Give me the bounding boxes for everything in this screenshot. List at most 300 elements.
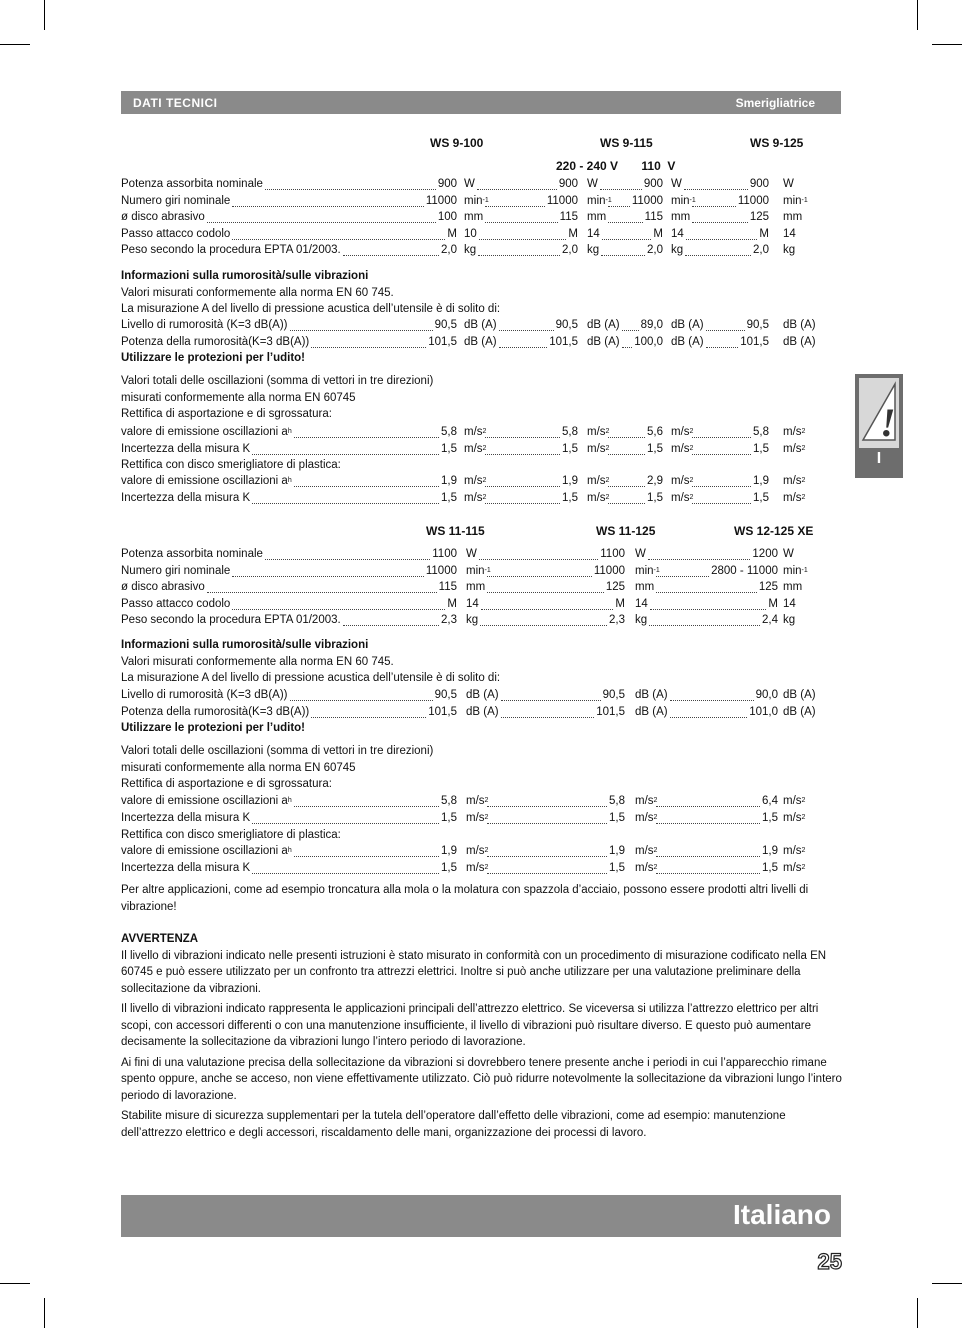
cell-value: 1,5 — [762, 861, 778, 874]
cell-unit: kg — [635, 614, 648, 626]
cell-unit: W — [783, 548, 794, 560]
cell-unit: 14 — [783, 227, 796, 240]
cell-value: 100 — [437, 211, 457, 223]
cell-unit: m/s 2 — [635, 845, 658, 857]
dot-leader — [608, 426, 645, 438]
dot-leader — [311, 706, 426, 718]
cell-unit: dB (A) — [783, 689, 816, 701]
cell-value: 125 — [749, 211, 769, 223]
cell-unit: kg — [783, 244, 796, 256]
cell-unit: W — [464, 178, 475, 190]
table-row — [121, 334, 821, 351]
cell-value: 1,5 — [441, 442, 457, 455]
dot-leader — [670, 689, 754, 701]
cell-value: 1,9 — [753, 475, 769, 487]
cell-unit: mm — [464, 211, 484, 223]
dot-leader — [600, 178, 642, 190]
dot-leader — [656, 795, 760, 807]
cell-unit: m/s 2 — [466, 861, 489, 874]
table-row — [121, 704, 821, 721]
dot-leader — [649, 614, 760, 626]
cell-unit: min -1 — [464, 194, 489, 207]
table-row — [121, 579, 821, 596]
cell-unit: m/s 2 — [635, 811, 658, 824]
text-line: Rettifica con disco smerigliatore di plastica: — [121, 829, 341, 841]
row-label: ø disco abrasivo — [121, 581, 205, 593]
cell-value: 5,8 — [441, 795, 457, 807]
cell-value: 2800 - 11000 — [711, 564, 778, 577]
dot-leader — [232, 598, 445, 610]
cell-unit: m/s 2 — [466, 795, 489, 807]
cell-value: 2,0 — [753, 244, 769, 256]
text-line: misurati conformemente alla norma EN 60745 — [121, 391, 356, 404]
cell-value: 11000 — [593, 564, 625, 577]
crop-mark — [932, 1283, 962, 1284]
protect-block — [121, 720, 821, 737]
cell-unit: m/s 2 — [587, 491, 610, 504]
row-label: Incertezza della misura K — [121, 491, 251, 504]
row-label: Potenza della rumorosità(K=3 dB(A)) — [121, 705, 310, 718]
dot-leader — [706, 336, 739, 348]
cell-value: 1,9 — [762, 845, 778, 857]
cell-value: 2,9 — [647, 475, 663, 487]
model-heading: WS 9-125 — [750, 136, 804, 150]
dot-leader — [343, 244, 439, 256]
cell-unit: min -1 — [587, 194, 612, 207]
vib-table — [121, 424, 821, 457]
cell-value: 11000 — [425, 564, 457, 577]
dot-leader — [294, 426, 439, 438]
language-label: Italiano — [732, 1199, 831, 1230]
dot-leader — [601, 244, 645, 256]
cell-unit: min -1 — [671, 194, 696, 207]
cell-value: 1,5 — [753, 442, 769, 455]
cell-value: 1100 — [432, 548, 457, 560]
table-row — [121, 563, 821, 580]
dot-leader — [602, 228, 652, 240]
dot-leader — [501, 706, 595, 718]
cell-value: 101,5 — [428, 335, 457, 348]
cell-unit: min -1 — [783, 564, 808, 577]
cell-unit: W — [466, 548, 477, 560]
table-row — [121, 546, 821, 563]
row-label: Livello di rumorosità (K=3 dB(A)) — [121, 689, 288, 701]
dot-leader — [311, 336, 426, 348]
table-row — [121, 424, 821, 441]
dot-leader — [487, 845, 607, 857]
cell-value: 1,5 — [753, 491, 769, 504]
table-row — [121, 193, 821, 210]
cell-value: 101,5 — [596, 705, 625, 718]
cell-value: 6,4 — [762, 795, 778, 807]
cell-unit: kg — [671, 244, 684, 256]
cell-unit: dB (A) — [635, 705, 668, 718]
dot-leader — [692, 195, 736, 207]
dot-leader — [692, 475, 751, 487]
cell-unit: dB (A) — [671, 319, 704, 331]
dot-leader — [290, 689, 433, 701]
model-heading: WS 11-125 — [596, 524, 656, 538]
cell-unit: min -1 — [635, 564, 660, 577]
cell-unit: m/s 2 — [671, 442, 694, 455]
cell-unit: m/s 2 — [464, 491, 487, 504]
dot-leader — [656, 845, 760, 857]
cell-unit: m/s 2 — [635, 795, 658, 807]
row-label: Incertezza della misura K — [121, 442, 251, 455]
cell-value: 1,5 — [762, 811, 778, 824]
footer-bar — [121, 1195, 841, 1237]
text-line: Valori totali delle oscillazioni (somma di vettori in tre direzioni) — [121, 745, 434, 757]
dot-leader — [478, 244, 560, 256]
table-row — [121, 810, 821, 827]
spec-table — [121, 546, 821, 629]
text-line: misurati conformemente alla norma EN 60745 — [121, 761, 356, 774]
cell-unit: 14 — [783, 597, 796, 610]
row-label: valore di emissione oscillazioni ah — [121, 475, 292, 487]
dot-leader — [479, 228, 567, 240]
cell-unit: dB (A) — [783, 319, 816, 331]
cell-value: 2,3 — [609, 614, 625, 626]
cell-value: 5,8 — [753, 426, 769, 438]
cell-unit: m/s 2 — [464, 442, 487, 455]
noise-block — [121, 637, 821, 687]
table-row — [121, 176, 821, 193]
crop-mark — [44, 1298, 45, 1328]
dot-leader — [232, 565, 424, 577]
row-label: Livello di rumorosità (K=3 dB(A)) — [121, 319, 288, 331]
row-label: Peso secondo la procedura EPTA 01/2003. — [121, 244, 341, 256]
row-label: Potenza della rumorosità(K=3 dB(A)) — [121, 335, 310, 348]
cell-unit: dB (A) — [635, 689, 668, 701]
cell-value: 1,5 — [441, 861, 457, 874]
vib-block — [121, 827, 821, 844]
row-label: Potenza assorbita nominale — [121, 548, 263, 560]
row-label: valore di emissione oscillazioni ah — [121, 845, 292, 857]
cell-value: M — [653, 227, 663, 240]
crop-mark — [917, 0, 918, 30]
dot-leader — [487, 581, 604, 593]
cell-value: 125 — [758, 581, 778, 593]
dot-leader — [685, 244, 751, 256]
row-label: Potenza assorbita nominale — [121, 178, 263, 190]
cell-value: M — [447, 227, 457, 240]
cell-value: 900 — [437, 178, 457, 190]
protect-note: Utilizzare le protezioni per l’udito! — [121, 722, 306, 734]
dot-leader — [290, 319, 433, 331]
dot-leader — [692, 492, 751, 504]
table-row — [121, 473, 821, 490]
cell-value: 115 — [559, 211, 578, 223]
body-text — [121, 882, 843, 1145]
language-tab — [855, 374, 903, 478]
section-header — [121, 91, 841, 114]
crop-mark — [0, 44, 30, 45]
cell-value: 2,0 — [441, 244, 457, 256]
text-line: Rettifica di asportazione e di sgrossatura: — [121, 408, 332, 420]
cell-value: M — [447, 597, 457, 610]
cell-unit: 14 — [635, 597, 648, 610]
dot-leader — [499, 319, 554, 331]
dot-leader — [650, 598, 767, 610]
row-label: Passo attacco codolo — [121, 597, 231, 610]
crop-mark — [932, 44, 962, 45]
vib-table — [121, 793, 821, 826]
warning-icon — [859, 378, 899, 448]
cell-unit: m/s 2 — [587, 475, 610, 487]
cell-value: 1200 — [752, 548, 778, 560]
model-heading: WS 12-125 XE — [734, 524, 814, 538]
cell-value: 5,8 — [441, 426, 457, 438]
text-line: La misurazione A del livello di pressione acustica dell’utensile è di solito di: — [121, 303, 501, 315]
dot-leader — [706, 319, 745, 331]
table-row — [121, 209, 821, 226]
cell-unit: m/s 2 — [671, 491, 694, 504]
cell-value: 101,5 — [740, 335, 769, 348]
cell-unit: dB (A) — [671, 335, 704, 348]
row-label: Peso secondo la procedura EPTA 01/2003. — [121, 614, 341, 626]
cell-value: 5,8 — [562, 426, 578, 438]
page-number: 25 — [817, 1249, 842, 1274]
cell-value: 1,5 — [647, 491, 663, 504]
row-label: Incertezza della misura K — [121, 861, 251, 874]
cell-unit: m/s 2 — [466, 811, 489, 824]
table-row — [121, 317, 821, 334]
cell-value: 125 — [605, 581, 625, 593]
dot-leader — [265, 548, 430, 560]
dot-leader — [692, 211, 748, 223]
row-label: valore di emissione oscillazioni ah — [121, 426, 292, 438]
cell-value: 1100 — [600, 548, 625, 560]
dot-leader — [252, 443, 439, 455]
cell-unit: m/s 2 — [466, 845, 489, 857]
dot-leader — [692, 426, 751, 438]
cell-value: 2,0 — [562, 244, 578, 256]
cell-value: 1,5 — [441, 811, 457, 824]
cell-unit: dB (A) — [464, 319, 497, 331]
cell-unit: m/s 2 — [783, 426, 806, 438]
dot-leader — [485, 426, 560, 438]
cell-value: 1,5 — [441, 491, 457, 504]
voltage-heading: 220 - 240 V 110 V — [556, 159, 676, 173]
cell-unit: kg — [587, 244, 600, 256]
text-line: Valori misurati conformemente alla norma EN 60 745. — [121, 286, 394, 299]
cell-unit: min -1 — [466, 564, 491, 577]
dot-leader — [656, 581, 757, 593]
cell-value: M — [768, 597, 778, 610]
dot-leader — [608, 443, 645, 455]
noise-table — [121, 317, 821, 350]
row-label: ø disco abrasivo — [121, 211, 205, 223]
cell-value: 90,5 — [555, 319, 578, 331]
dot-leader — [485, 492, 560, 504]
table-row — [121, 860, 821, 877]
cell-unit: W — [671, 178, 682, 190]
cell-value: 90,0 — [755, 689, 778, 701]
dot-leader — [294, 475, 439, 487]
dot-leader — [207, 581, 437, 593]
cell-value: M — [615, 597, 625, 610]
cell-unit: 14 — [671, 227, 684, 240]
dot-leader — [207, 211, 436, 223]
section-title: DATI TECNICI — [133, 96, 218, 110]
paragraph: Il livello di vibrazioni indicato nelle presenti istruzioni è stato misurato in conformità con un procedimento di misurazione codificato nella EN 60745 e può essere utilizzato per un confronto tra attrezzi elettrici. Inoltre si può anche utilizzare per una valutazione preliminare della sollecitazione da vibrazioni. — [121, 949, 827, 995]
cell-value: 90,5 — [434, 319, 457, 331]
text-line: Rettifica di asportazione e di sgrossatura: — [121, 778, 332, 790]
vib-block — [121, 457, 821, 474]
cell-unit: m/s 2 — [635, 861, 658, 874]
row-label: Incertezza della misura K — [121, 811, 251, 824]
paragraph: Ai fini di una valutazione precisa della sollecitazione da vibrazioni si dovrebbero tenere presente anche i periodi in cui l’apparecchio rimane spento oppure, anche se acceso, non viene effettivamente utilizzato. Ciò può ridurre notevolmente la sollecitazione da vibrazioni lungo l’intero periodo di lavorazione. — [121, 1056, 842, 1102]
crop-mark — [0, 1283, 30, 1284]
cell-unit: mm — [635, 581, 655, 593]
cell-value: 115 — [644, 211, 663, 223]
dot-leader — [648, 548, 751, 560]
table-row — [121, 596, 821, 613]
language-letter: I — [876, 450, 882, 467]
vib-table — [121, 473, 821, 506]
text-line: La misurazione A del livello di pressione acustica dell’utensile è di solito di: — [121, 672, 501, 684]
cell-value: 101,5 — [428, 705, 457, 718]
crop-mark — [917, 1298, 918, 1328]
cell-unit: m/s 2 — [587, 426, 610, 438]
paragraph: Per altre applicazioni, come ad esempio troncatura alla mola o la molatura con spazzola d’acciaio, possono essere prodotti altri livelli di vibrazione! — [121, 884, 809, 913]
cell-unit: mm — [466, 581, 486, 593]
text-line: Valori totali delle oscillazioni (somma di vettori in tre direzioni) — [121, 375, 434, 387]
cell-value: 2,3 — [441, 614, 457, 626]
dot-leader — [477, 178, 557, 190]
noise-title: Informazioni sulla rumorosità/sulle vibrazioni — [121, 270, 369, 282]
cell-value: 11000 — [546, 194, 578, 207]
cell-unit: mm — [587, 211, 607, 223]
cell-unit: m/s 2 — [783, 861, 806, 874]
dot-leader — [294, 795, 439, 807]
dot-leader — [343, 614, 439, 626]
text-line: Valori misurati conformemente alla norma EN 60 745. — [121, 655, 394, 668]
cell-value: 1,9 — [441, 475, 457, 487]
model-heading: WS 9-100 — [430, 136, 484, 150]
cell-unit: kg — [783, 614, 796, 626]
noise-title: Informazioni sulla rumorosità/sulle vibrazioni — [121, 639, 369, 651]
cell-value: 900 — [643, 178, 663, 190]
cell-unit: 10 — [464, 227, 477, 240]
svg-text:!: ! — [880, 400, 896, 445]
cell-unit: m/s 2 — [464, 475, 487, 487]
dot-leader — [480, 614, 607, 626]
text-line: Rettifica con disco smerigliatore di plastica: — [121, 459, 341, 471]
cell-unit: m/s 2 — [783, 811, 806, 824]
cell-value: 1,5 — [562, 442, 578, 455]
table-row — [121, 612, 821, 629]
protect-note: Utilizzare le protezioni per l’udito! — [121, 352, 306, 364]
dot-leader — [608, 492, 645, 504]
cell-value: 1,5 — [647, 442, 663, 455]
paragraph: Il livello di vibrazioni indicato rappresenta le applicazioni principali dell’attrezzo elettrico. Se viceversa si utilizza l’attrezzo elettrico per altri scopi, con accessori differenti o con una manutenzione insufficiente, il livello di vibrazioni può risultare diverso. E questo può aumentare decisamente la sollecitazione da vibrazioni lungo l’intero periodo di lavorazione. — [121, 1003, 819, 1048]
cell-unit: m/s 2 — [587, 442, 610, 455]
row-label: Numero giri nominale — [121, 564, 231, 577]
table-row — [121, 793, 821, 810]
cell-value: 2,0 — [647, 244, 663, 256]
cell-value: 90,5 — [746, 319, 769, 331]
cell-unit: W — [635, 548, 646, 560]
cell-value: 101,5 — [549, 335, 578, 348]
cell-value: 1,9 — [609, 845, 625, 857]
dot-leader — [252, 862, 439, 874]
paragraph: Stabilite misure di sicurezza supplementari per la tutela dell’operatore dall’effetto delle vibrazioni, come ad esempio: manutenzione dell’attrezzo elettrico e degli accessori, riscaldamento delle mani, organizzazione dei processi di lavoro. — [121, 1110, 786, 1139]
dot-leader — [501, 689, 601, 701]
cell-unit: dB (A) — [587, 319, 620, 331]
row-label: valore di emissione oscillazioni ah — [121, 795, 292, 807]
dot-leader — [487, 795, 607, 807]
dot-leader — [656, 812, 760, 824]
row-label: Passo attacco codolo — [121, 227, 231, 240]
cell-value: 900 — [749, 178, 769, 190]
cell-value: M — [759, 227, 769, 240]
cell-unit: dB (A) — [783, 335, 816, 348]
cell-unit: m/s 2 — [783, 475, 806, 487]
dot-leader — [479, 548, 598, 560]
cell-unit: 14 — [466, 597, 479, 610]
cell-value: 5,6 — [647, 426, 663, 438]
dot-leader — [686, 228, 758, 240]
dot-leader — [487, 862, 607, 874]
cell-value: 11000 — [737, 194, 769, 207]
vib-block — [121, 743, 821, 793]
cell-value: 90,5 — [434, 689, 457, 701]
cell-unit: dB (A) — [466, 689, 499, 701]
cell-value: 1,9 — [441, 845, 457, 857]
cell-unit: W — [587, 178, 598, 190]
model-heading: WS 9-115 — [600, 136, 653, 150]
cell-unit: dB (A) — [783, 705, 816, 718]
cell-value: 115 — [438, 581, 457, 593]
cell-unit: m/s 2 — [783, 442, 806, 455]
cell-value: 2,4 — [762, 614, 778, 626]
table-row — [121, 226, 821, 243]
cell-unit: m/s 2 — [671, 426, 694, 438]
dot-leader — [485, 211, 557, 223]
cell-value: 1,5 — [609, 861, 625, 874]
dot-leader — [499, 336, 548, 348]
cell-unit: m/s 2 — [783, 491, 806, 504]
table-row — [121, 242, 821, 259]
cell-unit: mm — [783, 211, 803, 223]
dot-leader — [487, 812, 607, 824]
table-row — [121, 490, 821, 507]
cell-unit: mm — [783, 581, 803, 593]
dot-leader — [608, 211, 642, 223]
vib-table — [121, 843, 821, 876]
cell-value: 11000 — [425, 194, 457, 207]
dot-leader — [485, 195, 545, 207]
cell-unit: m/s 2 — [783, 795, 806, 807]
dot-leader — [608, 475, 645, 487]
cell-unit: mm — [671, 211, 691, 223]
dot-leader — [485, 443, 560, 455]
crop-mark — [44, 0, 45, 30]
dot-leader — [232, 228, 445, 240]
dot-leader — [265, 178, 436, 190]
cell-unit: kg — [464, 244, 477, 256]
cell-value: 11000 — [631, 194, 663, 207]
cell-value: 90,5 — [602, 689, 625, 701]
product-title: Smerigliatrice — [735, 96, 815, 110]
cell-value: 900 — [558, 178, 578, 190]
dot-leader — [622, 336, 633, 348]
dot-leader — [252, 812, 439, 824]
noise-table — [121, 687, 821, 720]
cell-unit: dB (A) — [466, 705, 499, 718]
cell-unit: m/s 2 — [671, 475, 694, 487]
